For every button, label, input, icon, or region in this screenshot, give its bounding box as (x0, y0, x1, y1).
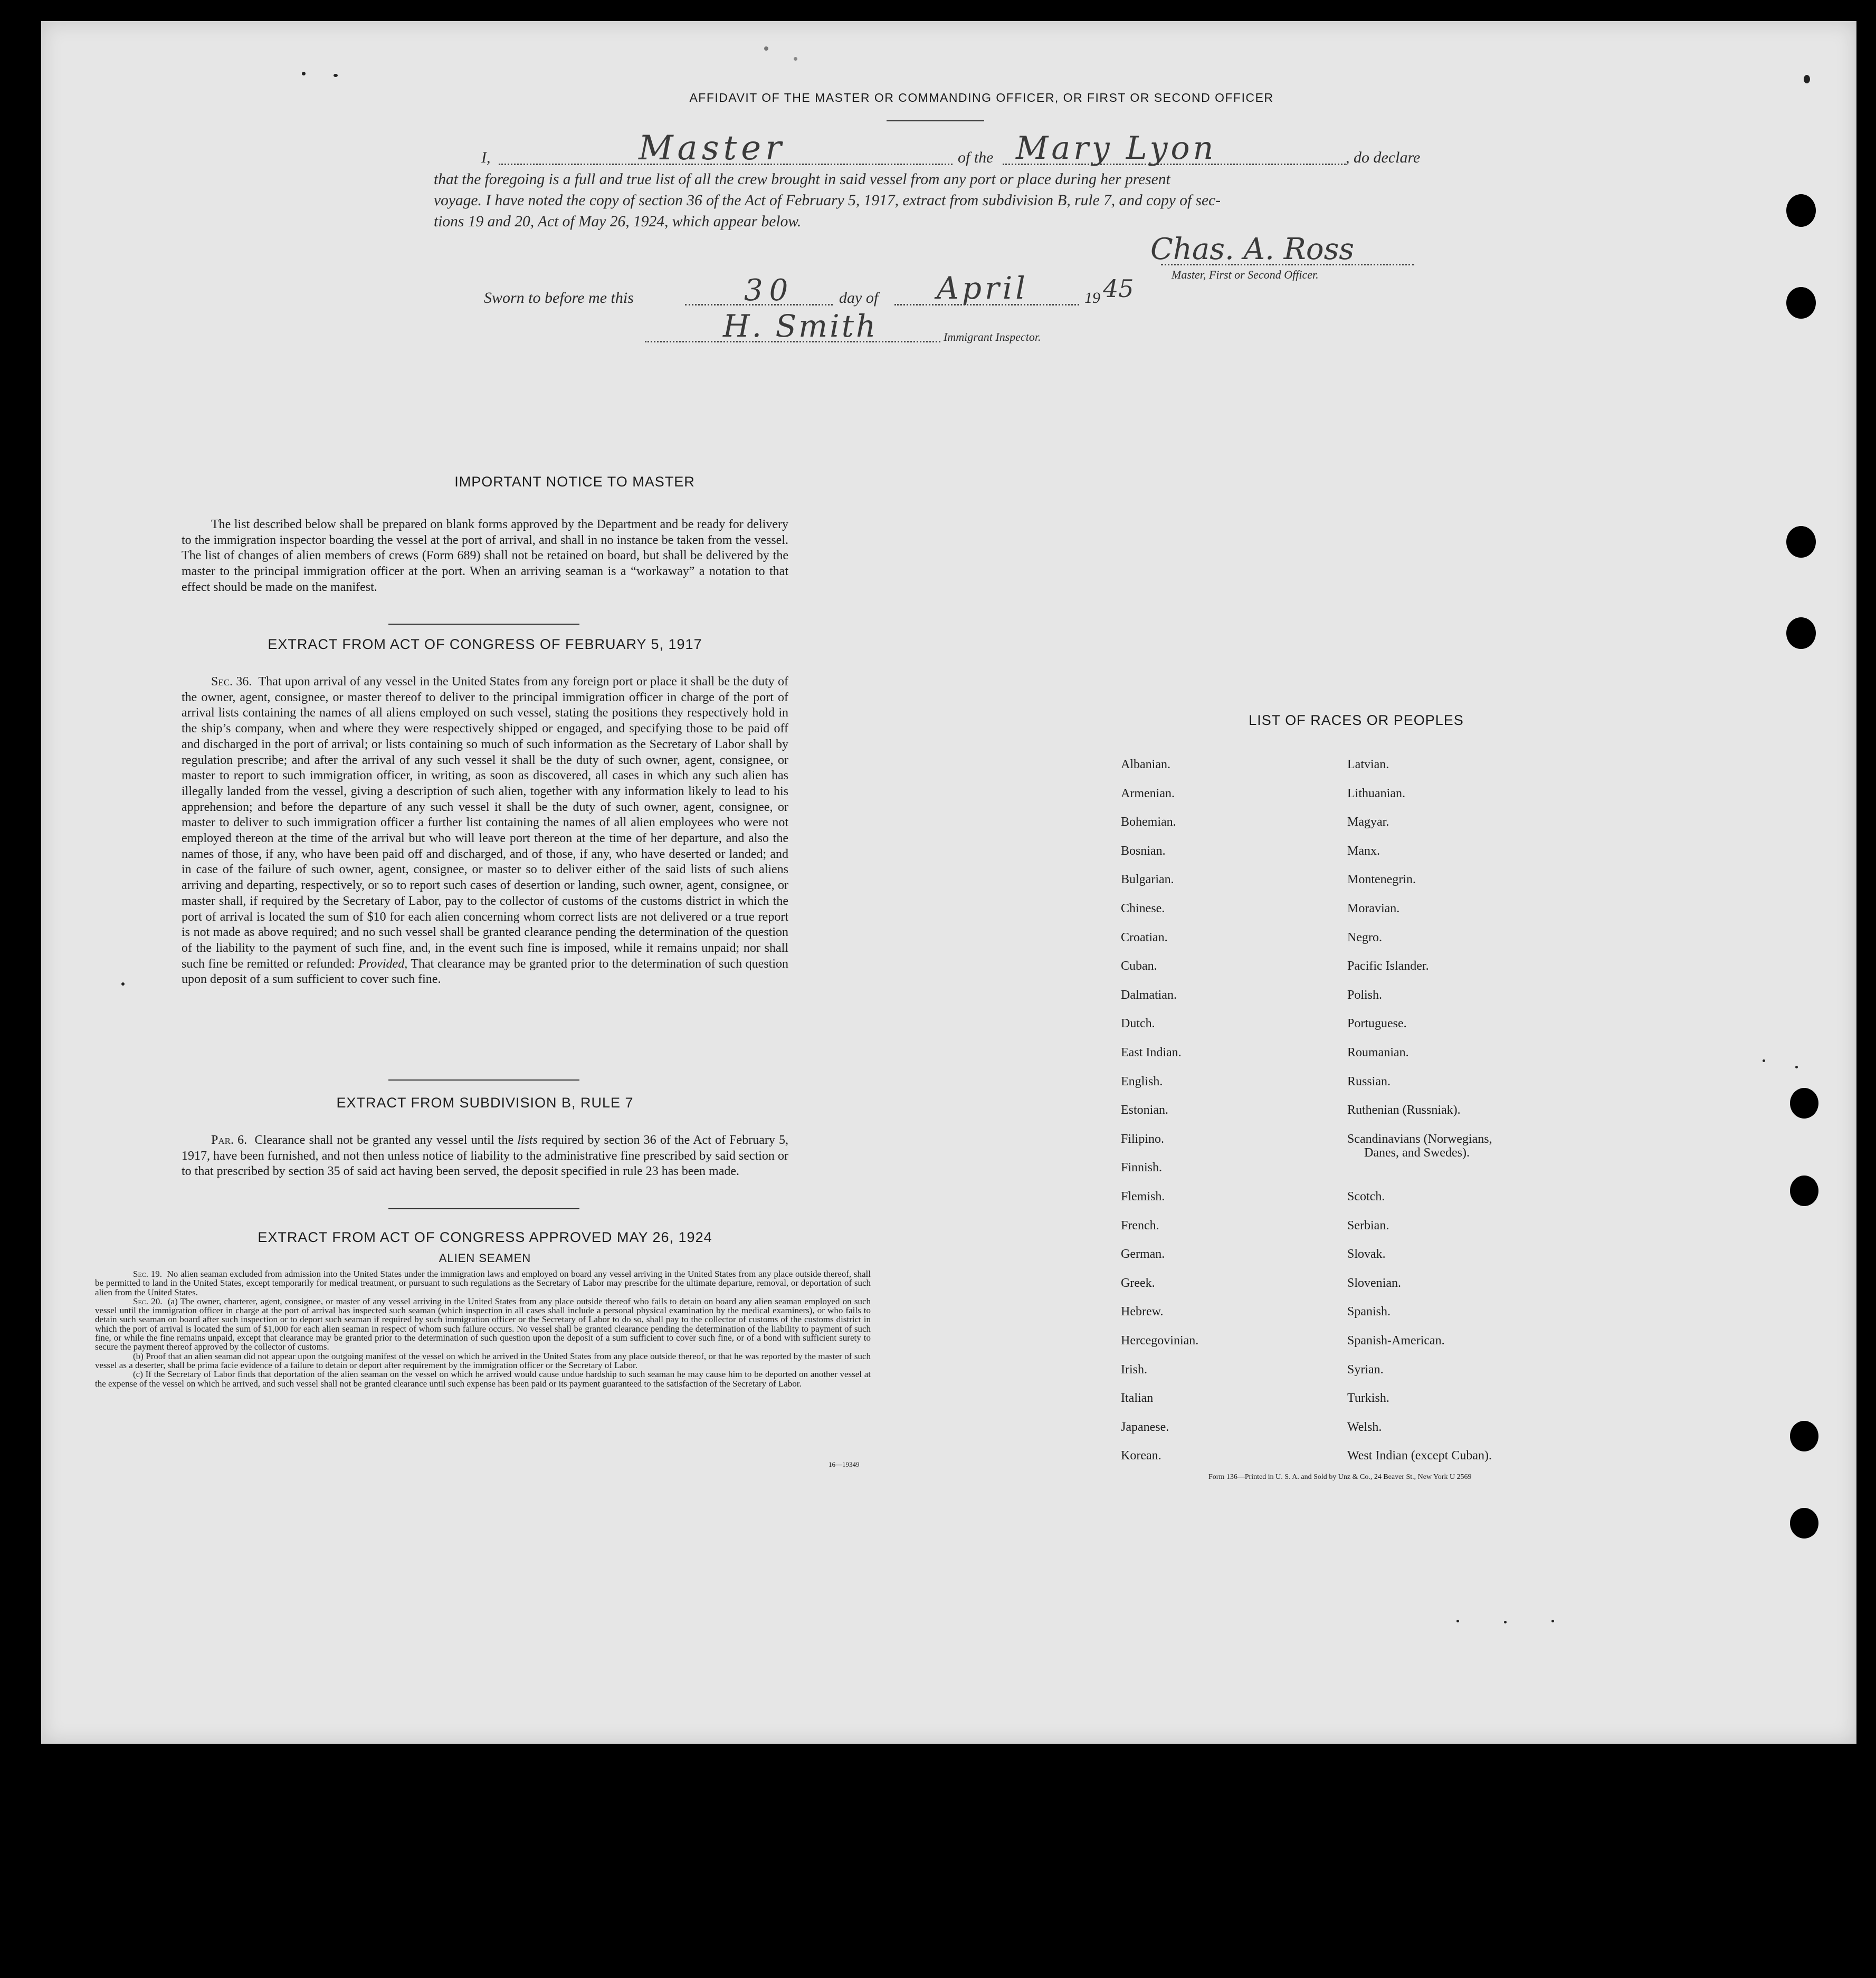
race-item: Scandinavians (Norwegians, (1347, 1132, 1492, 1146)
sec19-label: Sec. 19. (133, 1269, 163, 1279)
race-item: Albanian. (1121, 758, 1170, 771)
speck (302, 72, 306, 75)
race-item: Moravian. (1347, 902, 1400, 915)
sec36-provided: Provided, (358, 957, 408, 971)
race-item: Polish. (1347, 988, 1383, 1002)
extract-1924-title: EXTRACT FROM ACT OF CONGRESS APPROVED MAY 26, 1924 (258, 1229, 712, 1245)
speck (334, 74, 338, 77)
punch-hole (1790, 1508, 1818, 1539)
race-item-continuation: Danes, and Swedes). (1364, 1145, 1470, 1160)
race-item: Latvian. (1347, 758, 1389, 771)
race-item: Filipino. (1121, 1132, 1165, 1146)
speck (1795, 1066, 1798, 1068)
race-item: Pacific Islander. (1347, 959, 1429, 973)
declaration-i: I, (481, 149, 491, 166)
race-item: Bohemian. (1121, 815, 1176, 829)
race-item: Magyar. (1347, 815, 1389, 829)
alien-seamen-subtitle: ALIEN SEAMEN (439, 1251, 531, 1265)
race-item: Italian (1121, 1391, 1154, 1406)
notice-title: IMPORTANT NOTICE TO MASTER (454, 474, 695, 490)
race-item: Welsh. (1347, 1420, 1382, 1434)
sworn-label: Sworn to before me this (484, 289, 634, 307)
race-item: Flemish. (1121, 1190, 1165, 1203)
punch-hole (1786, 617, 1816, 649)
race-item: Estonian. (1121, 1103, 1168, 1117)
race-item: German. (1121, 1247, 1165, 1262)
punch-hole (1786, 526, 1816, 558)
day-of-label: day of (839, 289, 879, 307)
master-signature-line (1161, 264, 1414, 265)
race-item: Finnish. (1121, 1161, 1163, 1175)
speck (1504, 1621, 1507, 1623)
race-item: Dutch. (1121, 1017, 1155, 1031)
sec36-text (182, 674, 788, 988)
race-item: Hercegovinian. (1121, 1334, 1199, 1348)
race-item: Bosnian. (1121, 844, 1166, 858)
race-item: English. (1121, 1074, 1163, 1088)
race-item: Slovak. (1347, 1247, 1386, 1262)
divider (388, 1079, 579, 1081)
of-the-label: of the (958, 149, 994, 166)
rule7-label: Par. 6. (211, 1133, 247, 1147)
race-item: Spanish. (1347, 1305, 1391, 1319)
speck (1804, 75, 1810, 83)
race-item: Russian. (1347, 1074, 1391, 1088)
race-item: Dalmatian. (1121, 988, 1177, 1002)
race-item: Cuban. (1121, 959, 1157, 973)
sec19-body: No alien seaman excluded from admission into the United States under the immigration laws and employed on board any vessel arriving in the United States from any place outside thereof, shall be permitted to land in the United States, except temporarily for medical treatment, or pursuant to such regulations as the Secretary of Labor may prescribe for the ultimate departure, removal, or deportation of such alien from the United States. (95, 1269, 871, 1297)
rule7-lists: lists (517, 1133, 538, 1147)
race-item: Turkish. (1347, 1391, 1389, 1406)
sworn-day: 30 (744, 273, 795, 308)
affidavit-title: AFFIDAVIT OF THE MASTER OR COMMANDING OFFICER, OR FIRST OR SECOND OFFICER (689, 91, 1274, 104)
rule7-text (182, 1133, 788, 1180)
race-item: Korean. (1121, 1449, 1161, 1463)
race-item: West Indian (except Cuban). (1347, 1449, 1492, 1463)
sworn-month: April (937, 270, 1029, 306)
divider (388, 1208, 579, 1209)
inspector-signature: H. Smith (723, 308, 878, 344)
race-item: Scotch. (1347, 1190, 1385, 1203)
race-item: Lithuanian. (1347, 786, 1405, 800)
position-handwritten: Master (639, 129, 786, 168)
race-item: Roumanian. (1347, 1046, 1409, 1059)
race-item: Greek. (1121, 1276, 1155, 1290)
races-title: LIST OF RACES OR PEOPLES (1249, 712, 1464, 728)
master-signature: Chas. A. Ross (1150, 232, 1355, 266)
rule7-title: EXTRACT FROM SUBDIVISION B, RULE 7 (336, 1095, 634, 1111)
race-item: Portuguese. (1347, 1017, 1407, 1031)
sec20a-body: (a) The owner, charterer, agent, consignee, or master of any vessel arriving in the United States from any place outside thereof who fails to detain on board any alien seaman employed on such vessel until the immigration officer in charge at the port of arrival has inspected such seaman (which inspection in all cases shall include a personal physical examination by the medical examiners), or who fails to detain such seaman on board after such inspection or to deport such seaman if required by such immigration officer or the Secretary of Labor to do so, shall pay to the collector of customs of the customs district in which the port of arrival is located the sum of $1,000 for each alien seaman in respect of whom such failure occurs. No vessel shall be granted clearance pending the determination of the liability to payment of such fine, or while the fine remains unpaid, except that clearance may be granted prior to the determination of such question upon the deposit of a sum sufficient to cover such fine, or of a bond with sufficient surety to secure the payment thereof approved by the collector of customs. (95, 1296, 871, 1352)
race-item: Slovenian. (1347, 1276, 1401, 1290)
rule7-body-a: Clearance shall not be granted any vessel until the (254, 1133, 514, 1147)
year-suffix: 45 (1103, 274, 1134, 303)
punch-hole (1786, 287, 1816, 319)
punch-hole (1786, 194, 1816, 227)
race-item: East Indian. (1121, 1046, 1182, 1059)
sec20a-paragraph (95, 1297, 871, 1352)
declaration-line-3: tions 19 and 20, Act of May 26, 1924, which appear below. (434, 213, 802, 230)
extract-1917-title: EXTRACT FROM ACT OF CONGRESS OF FEBRUARY 5, 1917 (268, 636, 702, 652)
punch-hole (1790, 1176, 1818, 1206)
speck (121, 982, 125, 986)
divider (887, 120, 984, 121)
race-item: Manx. (1347, 844, 1380, 858)
race-item: Armenian. (1121, 786, 1175, 800)
race-item: Croatian. (1121, 930, 1168, 944)
speck (764, 46, 768, 51)
speck (794, 57, 797, 61)
year-prefix: 19 (1084, 289, 1100, 307)
race-item: Serbian. (1347, 1218, 1389, 1232)
form-footer-note: Form 136—Printed in U. S. A. and Sold by Unz & Co., 24 Beaver St., New York U 2569 (1208, 1473, 1472, 1481)
sec20-label: Sec. 20. (133, 1296, 163, 1306)
race-item: Japanese. (1121, 1420, 1169, 1434)
declaration-line-1: that the foregoing is a full and true list of all the crew brought in said vessel from any port or place during her present (434, 171, 1170, 188)
sec36-body: That upon arrival of any vessel in the United States from any foreign port or place it shall be the duty of the owner, agent, consignee, or master thereof to deliver to the principal immigration officer in charge of the port of arrival lists containing the names of all aliens employed on such vessel, stating the positions they respectively hold in the ship’s company, when and where they were respectively shipped or engaged, and specifying those to be paid off and discharged in the port of arrival; or lists containing so much of such information as the Secretary of Labor shall by regulation prescribe; and after the arrival of any such vessel it shall be the duty of such owner, agent, consignee, or master to report to such immigration officer, in writing, as soon as discovered, all cases in which any such alien has illegally landed from the vessel, giving a description of such alien, together with any information likely to lead to his apprehension; and before the departure of any such vessel it shall be the duty of such owner, agent, consignee, or master to deliver to such immigration officer a further list containing the names of all alien employees who were not employed thereon at the time of the arrival but who will leave port thereon at the time of her departure, and also the names of those, if any, who have been paid off and discharged, and of those, if any, who have deserted or landed; and in case of the failure of such owner, agent, consignee, or master so to deliver either of the said lists of such aliens arriving and departing, respectively, or so to report such cases of desertion or landing, such owner, agent, consignee, or master shall, if required by the Secretary of Labor, pay to the collector of customs of the customs district in which the port of arrival is located the sum of $10 for each alien concerning whom correct lists are not delivered or a true report is not made as above required; and no such vessel shall be granted clearance pending the determination of the question of the liability to the payment of such fine, and, in the event such fine is imposed, while it remains unpaid; nor shall such fine be remitted or refunded: (182, 675, 788, 971)
speck (1456, 1620, 1459, 1622)
race-item: Chinese. (1121, 902, 1165, 915)
master-caption: Master, First or Second Officer. (1172, 268, 1319, 281)
race-item: Montenegrin. (1347, 873, 1416, 887)
race-item: Ruthenian (Russniak). (1347, 1103, 1461, 1117)
sec36-label: Sec. 36. (211, 675, 252, 689)
speck (1551, 1620, 1554, 1622)
do-declare: , do declare (1346, 149, 1421, 166)
punch-hole (1790, 1421, 1818, 1451)
notice-paragraph: The list described below shall be prepared on blank forms approved by the Department and be ready for delivery to the immigration inspector boarding the vessel at the port of arrival, and shall in no instance be taken from the vessel. The list of changes of alien members of crews (Form 689) shall not be retained on board, but shall be delivered by the master to the principal immigration officer at the port. When an arriving seaman is a “workaway” a notation to that effect should be made on the manifest. (182, 518, 788, 594)
sec36-end: That clearance may be granted prior to the determination of such question upon deposit of a sum sufficient to cover such fine. (182, 957, 789, 987)
vessel-handwritten: Mary Lyon (1016, 130, 1217, 167)
race-item: Hebrew. (1121, 1305, 1164, 1319)
speck (1763, 1059, 1765, 1062)
sec19-20-text (95, 1269, 871, 1388)
race-item: Irish. (1121, 1362, 1147, 1377)
race-item: Spanish-American. (1347, 1334, 1445, 1348)
sec19-paragraph (95, 1269, 871, 1297)
form-code: 16—19349 (829, 1460, 860, 1468)
race-item: Bulgarian. (1121, 873, 1174, 887)
divider (388, 624, 579, 625)
race-item: Negro. (1347, 930, 1382, 944)
race-item: French. (1121, 1218, 1159, 1232)
declaration-line-2: voyage. I have noted the copy of section 36 of the Act of February 5, 1917, extract from subdivision B, rule 7, and copy of sec- (434, 192, 1221, 209)
rule7-body-b: required by section 36 of the Act of February 5, 1917, have been furnished, and not then unless notice of liability to the administrative fine prescribed by said section or to that prescribed by section 35 of said act having been served, the deposit specified in rule 23 has been made. (182, 1133, 789, 1179)
race-item: Syrian. (1347, 1362, 1384, 1377)
inspector-caption: Immigrant Inspector. (944, 330, 1041, 343)
sec20c-paragraph: (c) If the Secretary of Labor finds that deportation of the alien seaman on the vessel on which he arrived would cause undue hardship to such seaman he may cause him to be deported on another vessel at the expense of the vessel on which he arrived, and such vessel shall not be granted clearance until such expense has been paid or its payment guaranteed to the satisfaction of the Secretary of Labor. (95, 1369, 871, 1389)
punch-hole (1790, 1088, 1818, 1119)
sec20b-paragraph: (b) Proof that an alien seaman did not appear upon the outgoing manifest of the vessel on which he arrived in the United States from any place outside thereof, or that he was reported by the master of such vessel as a deserter, shall be prima facie evidence of a failure to detain or deport after requirement by the immigration officer or the Secretary of Labor. (95, 1351, 871, 1370)
